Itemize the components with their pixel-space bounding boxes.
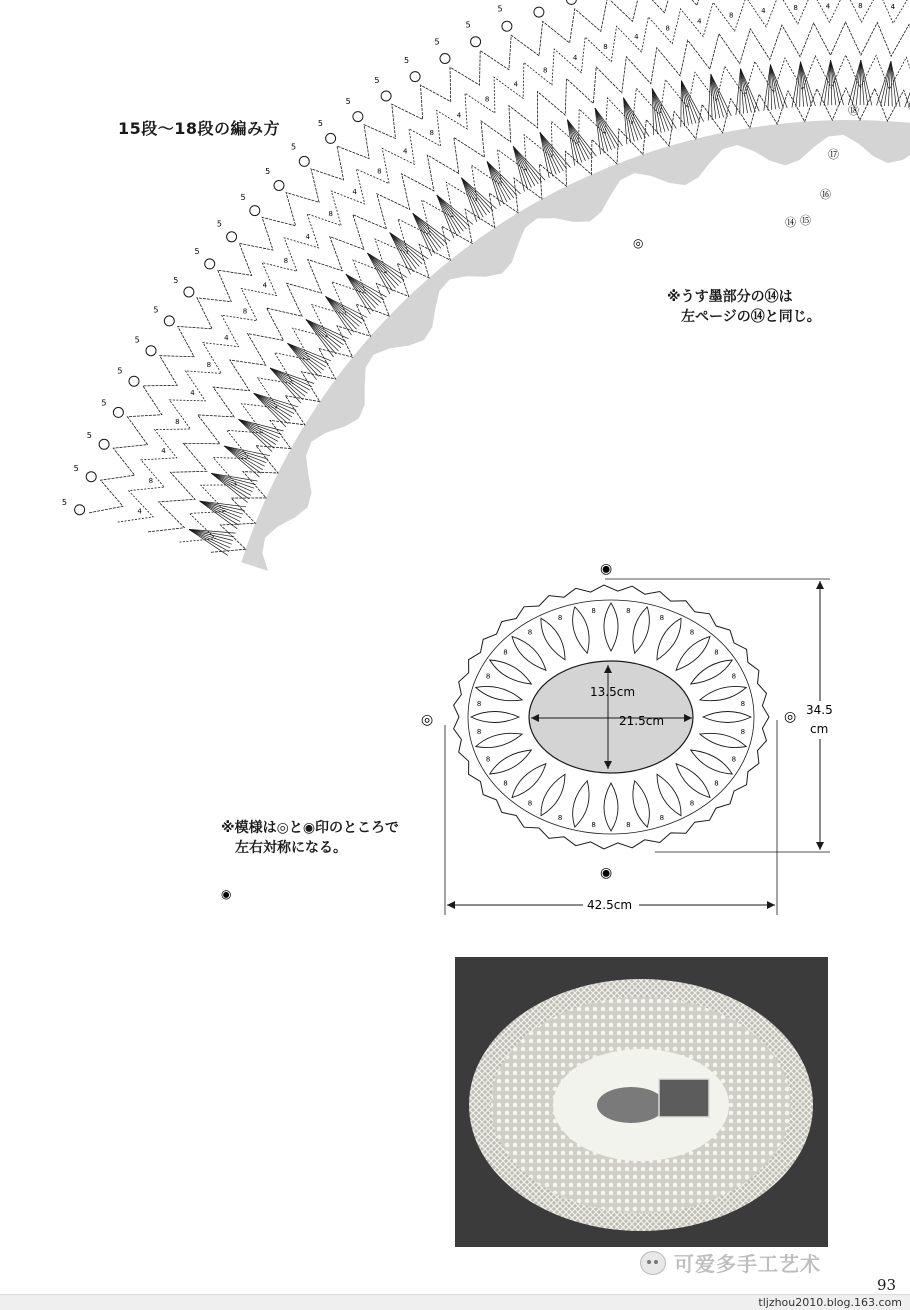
- picot-ring: [227, 232, 237, 242]
- fan-stitch: [801, 62, 808, 107]
- fan-stitch: [801, 62, 816, 106]
- fan-stitch: [254, 393, 290, 420]
- stitch-count: 8: [729, 11, 733, 19]
- fan-stitch: [540, 132, 571, 167]
- double-circle-symbol: ◎: [633, 236, 643, 250]
- stitch-count: 5: [466, 21, 471, 30]
- picot-ring: [129, 376, 139, 386]
- stitch-count: 5: [62, 498, 67, 507]
- fan-stitch: [288, 343, 331, 360]
- fan-stitch: [513, 146, 538, 184]
- stitch-count: 8: [477, 728, 481, 736]
- row-marker: ⑱: [848, 104, 859, 117]
- row-marker: ⑮: [800, 214, 811, 227]
- bullseye-symbol-top: ◉: [600, 561, 612, 577]
- petal: [476, 686, 522, 700]
- stitch-count: 8: [284, 257, 288, 265]
- fan-stitch: [487, 162, 517, 196]
- stitch-count: 8: [485, 95, 489, 103]
- fan-stitch: [270, 368, 305, 396]
- stitch-count: 5: [434, 38, 439, 47]
- petal: [476, 733, 522, 747]
- fan-stitch: [567, 120, 582, 163]
- picot-ring: [381, 91, 391, 101]
- petal: [633, 781, 649, 827]
- picot-ring: [534, 7, 544, 17]
- stitch-count: 4: [457, 112, 462, 120]
- row-marker: ⑰: [828, 148, 839, 161]
- fan-stitch: [239, 419, 276, 444]
- picot-ring: [113, 407, 123, 417]
- stitch-count: 4: [305, 233, 310, 241]
- stitch-count: 8: [626, 607, 630, 615]
- row-marker: ⑯: [820, 188, 831, 201]
- stitch-count: 5: [346, 97, 351, 106]
- picot-ring: [86, 472, 96, 482]
- inner-height-label: 13.5cm: [590, 685, 635, 699]
- petal: [657, 618, 681, 660]
- picot-ring: [274, 181, 284, 191]
- petal: [700, 733, 746, 747]
- note-line: 左ページの⑭と同じ。: [667, 307, 821, 327]
- fan-stitch: [770, 65, 783, 109]
- watermark-label: 可爱多手工艺术: [674, 1248, 821, 1277]
- stitch-count: 4: [161, 447, 166, 455]
- note-line: ※模様は◎と◉印のところで: [221, 818, 399, 838]
- fan-stitch: [224, 446, 266, 463]
- picot-ring: [410, 72, 420, 82]
- stitch-count: 8: [429, 129, 433, 137]
- stitch-count: 5: [173, 276, 178, 285]
- picot-ring: [99, 439, 109, 449]
- picot-ring: [205, 259, 215, 269]
- fan-stitch: [861, 60, 868, 105]
- picot-ring: [250, 206, 260, 216]
- stitch-count: 8: [486, 673, 490, 681]
- fan-stitch: [462, 178, 481, 220]
- stitch-count: 5: [87, 431, 92, 440]
- stitch-count: 8: [665, 24, 669, 32]
- outer-height-unit: cm: [810, 722, 828, 736]
- stitch-count: 4: [137, 507, 142, 515]
- stitch-count: 8: [558, 614, 562, 622]
- stitch-count: 8: [175, 418, 179, 426]
- stitch-count: 5: [240, 193, 245, 202]
- stitch-count: 8: [732, 755, 736, 763]
- doily-photo: [455, 957, 828, 1247]
- stitch-count: 8: [543, 67, 547, 75]
- fan-stitch: [768, 65, 771, 111]
- fan-stitch: [211, 473, 254, 488]
- picot-ring: [146, 346, 156, 356]
- stitch-count: 4: [403, 148, 408, 156]
- stitch-count: 4: [826, 2, 831, 10]
- petal: [700, 686, 746, 700]
- stitch-count: 5: [217, 220, 222, 229]
- stitch-count: 5: [117, 367, 122, 376]
- stitch-count: 8: [558, 814, 562, 822]
- fan-stitch: [824, 60, 831, 105]
- stitch-count: 5: [374, 76, 379, 85]
- shaded-row-band: [241, 120, 910, 571]
- fan-stitch: [189, 529, 228, 555]
- stitch-count: 4: [190, 389, 195, 397]
- petal: [604, 783, 618, 831]
- chain-mesh-row: [118, 0, 910, 522]
- note-line: ※うす墨部分の⑭は: [667, 287, 821, 307]
- stitch-count: 8: [486, 755, 490, 763]
- fan-stitch: [624, 98, 650, 137]
- fan-stitch: [462, 178, 490, 213]
- stitch-count: 4: [891, 3, 896, 11]
- stitch-count: 5: [135, 336, 140, 345]
- chain-mesh-row: [148, 22, 910, 532]
- stitch-count: 4: [352, 188, 357, 196]
- stitch-count: 8: [377, 167, 381, 175]
- petal: [512, 636, 546, 670]
- outer-height-value: 34.5: [806, 703, 833, 717]
- picot-ring: [299, 156, 309, 166]
- stitch-count: 5: [318, 119, 323, 128]
- picot-ring: [566, 0, 576, 4]
- fan-stitch: [831, 60, 844, 105]
- stitch-count: 5: [194, 247, 199, 256]
- center-oval: [529, 661, 693, 773]
- petal: [633, 607, 649, 653]
- stitch-count: 5: [291, 143, 296, 152]
- stitch-count: 8: [503, 648, 507, 656]
- fan-stitch: [852, 60, 861, 105]
- bullseye-symbol: ◉: [221, 887, 231, 901]
- fan-stitch: [437, 195, 467, 229]
- stitch-count: 8: [858, 2, 862, 10]
- stitch-count: 8: [591, 607, 595, 615]
- stitch-count: 8: [528, 800, 532, 808]
- petal: [512, 764, 546, 798]
- petal: [676, 636, 710, 670]
- picot-ring: [75, 505, 85, 515]
- stitch-count: 4: [634, 33, 639, 41]
- stitch-count: 8: [660, 614, 664, 622]
- fan-stitch: [681, 81, 696, 124]
- fan-stitch: [708, 74, 711, 121]
- bullseye-symbol-bottom: ◉: [600, 865, 612, 881]
- picot-ring: [164, 316, 174, 326]
- stitch-count: 5: [404, 56, 409, 65]
- petal: [490, 660, 532, 684]
- stitch-count: 8: [591, 821, 595, 829]
- stitch-count: 8: [243, 307, 247, 315]
- picot-ring: [353, 112, 363, 122]
- petal: [573, 781, 589, 827]
- outer-width-label: 42.5cm: [587, 898, 632, 912]
- stitch-count: 8: [328, 210, 332, 218]
- stitch-count: 8: [714, 780, 718, 788]
- picot-ring: [471, 37, 481, 47]
- petal: [541, 618, 565, 660]
- fan-stitch: [848, 60, 861, 105]
- picot-ring: [502, 21, 512, 31]
- stitch-count: 8: [690, 800, 694, 808]
- fan-stitch: [567, 120, 585, 161]
- stitch-count: 5: [498, 5, 503, 14]
- double-circle-symbol-left: ◎: [421, 712, 433, 728]
- fan-stitch: [764, 65, 771, 111]
- stitch-count: 8: [477, 700, 481, 708]
- stitch-count: 5: [101, 399, 106, 408]
- petal: [490, 750, 532, 774]
- fan-stitch: [224, 446, 259, 477]
- stitch-count: 8: [714, 648, 718, 656]
- note-symmetry: [221, 818, 399, 858]
- fan-stitch: [540, 132, 556, 174]
- fan-stitch: [224, 446, 262, 470]
- fan-stitch: [905, 64, 910, 108]
- stitch-count: 5: [265, 167, 270, 176]
- stitch-count: 5: [153, 305, 158, 314]
- stitch-count: 4: [224, 334, 229, 342]
- stitch-count: 8: [660, 814, 664, 822]
- fan-stitch: [200, 501, 239, 525]
- fan-stitch: [624, 98, 639, 141]
- page-title: 15段〜18段の編み方: [118, 116, 280, 139]
- petal: [691, 750, 733, 774]
- stitch-count: 8: [690, 628, 694, 636]
- stitch-count: 8: [732, 673, 736, 681]
- fan-stitch: [288, 343, 322, 373]
- watermark: [640, 1248, 821, 1277]
- fan-stitch: [741, 69, 756, 112]
- stitch-count: 8: [603, 43, 607, 51]
- flower-bouquet: [597, 1087, 665, 1123]
- fan-stitch: [288, 343, 329, 364]
- stitch-count: 8: [149, 477, 153, 485]
- row-marker: ⑭: [785, 216, 796, 229]
- note-shaded-part: [667, 287, 821, 327]
- stitch-count: 8: [207, 361, 211, 369]
- doily-schematic: [415, 555, 845, 925]
- stitch-count: 4: [697, 17, 702, 25]
- petal: [573, 607, 589, 653]
- petal: [604, 603, 618, 651]
- wechat-icon: [640, 1251, 666, 1275]
- fan-stitch: [413, 213, 432, 256]
- stitch-count: 8: [741, 728, 745, 736]
- stitch-count: 4: [514, 80, 519, 88]
- note-line: 左右対称になる。: [221, 838, 399, 858]
- footer-url: tljzhou2010.blog.163.com: [758, 1296, 902, 1309]
- double-circle-symbol-right: ◎: [784, 709, 796, 725]
- fan-stitch: [487, 162, 514, 198]
- picot-ring: [326, 133, 336, 143]
- petal: [691, 660, 733, 684]
- stitch-count: 4: [573, 54, 578, 62]
- petal: [657, 774, 681, 816]
- stitch-count: 4: [263, 282, 268, 290]
- inner-width-label: 21.5cm: [619, 714, 664, 728]
- petal: [703, 712, 751, 723]
- stitch-count: 8: [528, 628, 532, 636]
- picot-ring: [440, 54, 450, 64]
- fan-stitch: [437, 195, 457, 236]
- gift-box: [659, 1079, 709, 1117]
- stitch-count: 8: [503, 780, 507, 788]
- fan-stitch: [270, 368, 312, 387]
- stitch-count: 8: [741, 700, 745, 708]
- doily-photo-drawing: [455, 957, 828, 1247]
- stitch-count: 4: [761, 7, 766, 15]
- stitch-count: 5: [74, 464, 79, 473]
- stitch-count: 8: [793, 4, 797, 12]
- petal: [541, 774, 565, 816]
- page-number: 93: [877, 1276, 896, 1294]
- petal: [676, 764, 710, 798]
- picot-ring: [184, 287, 194, 297]
- fan-stitch: [189, 529, 232, 544]
- petal: [471, 712, 519, 723]
- stitch-count: 8: [626, 821, 630, 829]
